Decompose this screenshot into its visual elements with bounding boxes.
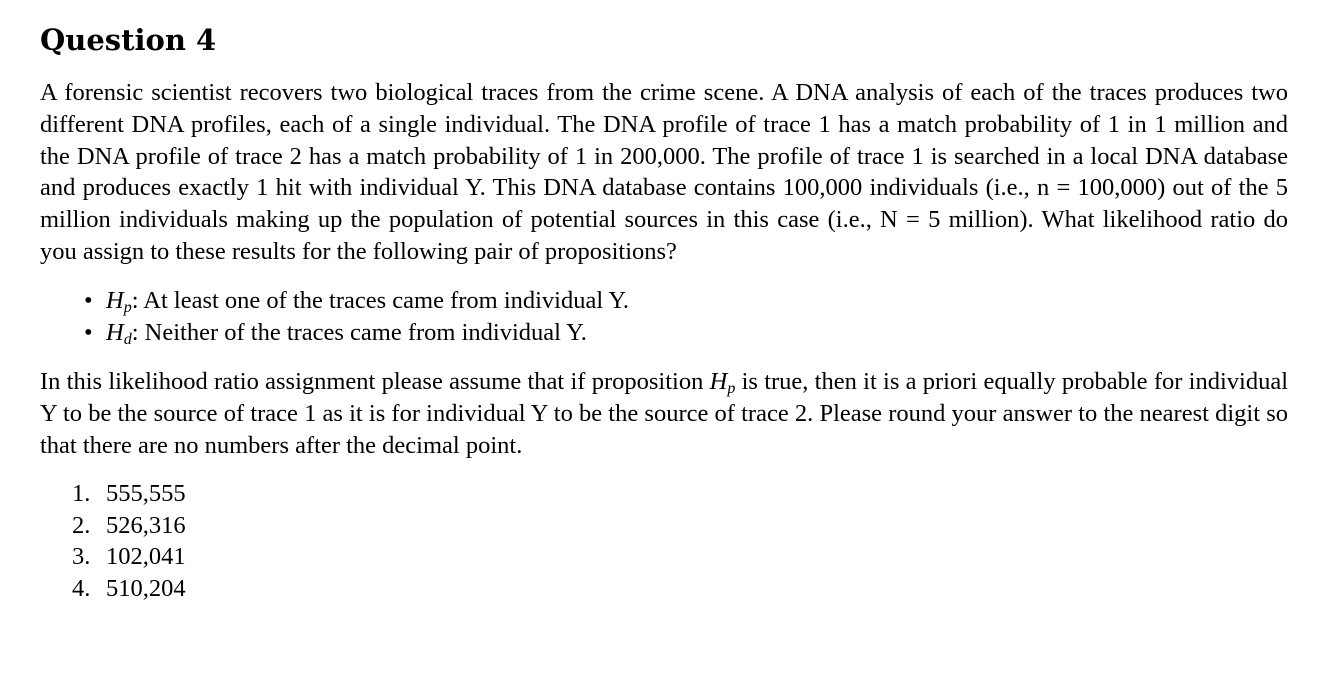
answer-value: 555,555 xyxy=(106,479,186,507)
proposition-hp xyxy=(84,285,1290,317)
question-title: Question 4 xyxy=(40,23,217,57)
question-instruction: In this likelihood ratio assignment please assume that if proposition $H_p$ is true, then it is a priori equally probable for individual Y to be the source of trace 1 as it is for individual Y to be the source of trace 2. Please round your answer to the nearest digit so that there are no numbers after the decimal point. xyxy=(40,368,1289,459)
hp-inline-symbol: $H_p$ xyxy=(709,368,736,398)
answer-option-1[interactable]: 1. 555,555 xyxy=(72,478,1290,510)
propositions-list xyxy=(40,285,1290,349)
answer-value: 526,316 xyxy=(106,511,186,539)
answer-value: 102,041 xyxy=(106,543,186,571)
hp-symbol: $H_p$ xyxy=(106,286,132,316)
answer-option-4[interactable]: 4. 510,204 xyxy=(72,573,1290,605)
hd-text: : Neither of the traces came from individual Y. xyxy=(131,318,587,346)
answer-value: 510,204 xyxy=(106,575,186,603)
question-intro: A forensic scientist recovers two biological traces from the crime scene. A DNA analysis of each of the traces produces two different DNA profiles, each of a single individual. The DNA profile of trace 1 has a match probability of 1 in 1 million and the DNA profile of trace 2 has a match probability of 1 in 200,000. The profile of trace 1 is searched in a local DNA database and produces exactly 1 hit with individual Y. This DNA database contains 100,000 individuals (i.e., n = 100,000) out of the 5 million individuals making up the population of potential sources in this case (i.e., N = 5 million). What likelihood ratio do you assign to these results for the following pair of propositions? xyxy=(40,79,1288,265)
bullet-icon: • xyxy=(84,286,93,314)
answer-option-2[interactable]: 2. 526,316 xyxy=(72,510,1290,542)
proposition-hd xyxy=(84,317,1290,349)
hp-text: : At least one of the traces came from individual Y. xyxy=(131,286,630,314)
answer-options xyxy=(40,478,1290,605)
bullet-icon: • xyxy=(84,318,93,346)
hd-symbol: $H_d$ xyxy=(106,318,132,348)
answer-option-3[interactable]: 3. 102,041 xyxy=(72,541,1290,573)
